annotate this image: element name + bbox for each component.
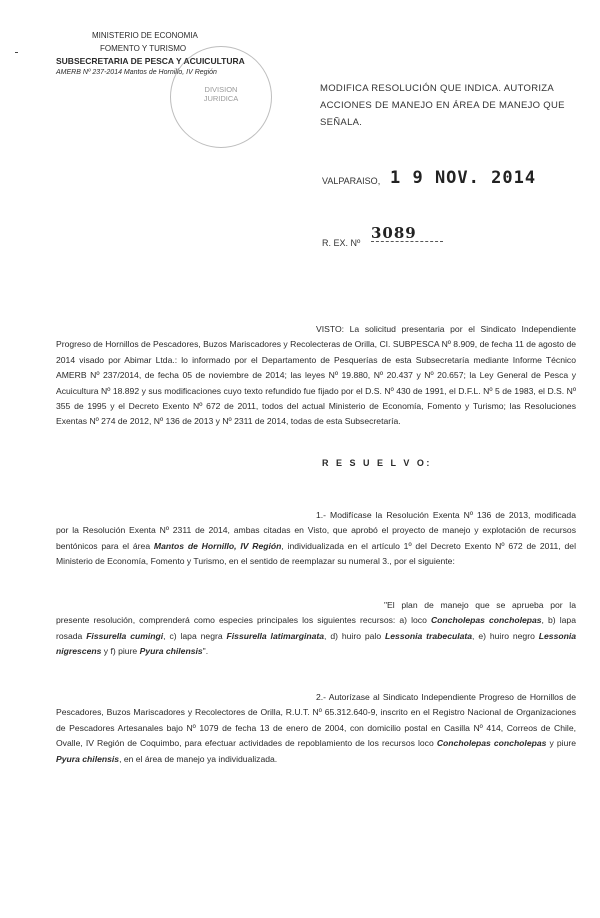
visto-paragraph: VISTO: La solicitud presentaria por el Sindicato Independiente Progreso de Hornillos de Pescadores, Buzos Mariscadores y Recolecteras de Orilla, CI. SUBPESCA Nº 8.909, de fecha 11 de agosto de 2014 visado por Abimar Ltda.: lo informado por el Departamento de Pesquerías de esta Subsecretaría mediante Informe Técnico AMERB Nº 237/2014, de fecha 05 de noviembre de 2014; las leyes Nº 19.880, Nº 20.437 y Nº 20.657; la Ley General de Pesca y Acuicultura Nº 18.892 y sus modificaciones cuyo texto refundido fue fijado por el D.S. Nº 430 de 1991, el D.F.L. Nº 5 de 1983, el D.S. Nº 355 de 1995 y el Decreto Exento Nº 672 de 2011, todos del actual Ministerio de Economía, Fomento y Turismo; las Resoluciones Exentas Nº 274 de 2012, Nº 136 de 2013 y Nº 2311 de 2014, todas de esta Subsecretaría.	[56, 324, 576, 427]
article-2-text-b: y piure	[546, 738, 576, 749]
species-3: Fissurella latimarginata	[226, 630, 325, 641]
species-5: Lessonia nigrescens	[56, 630, 577, 657]
ministry-name: MINISTERIO DE ECONOMIA	[92, 31, 198, 40]
official-seal	[170, 46, 272, 148]
date-stamp: 1 9 NOV. 2014	[390, 168, 537, 188]
article-1-text-b: , individualizada en el artículo 1º del Decreto Exento Nº 672 de 2011, del Ministerio de Economía, Fomento y Turismo, en el sentido de reemplazar su numeral 3., por el siguiente:	[56, 540, 576, 567]
quote-text-d: , d) huiro palo	[324, 630, 386, 641]
article-2-text-c: , en el área de manejo ya individualizada.	[119, 753, 278, 764]
quote-text-a: "El plan de manejo que se aprueba por la presente resolución, comprenderá como especies principales los siguientes recursos: a) loco	[56, 600, 576, 626]
resolution-number-label: R. EX. Nº	[322, 238, 361, 248]
document-reference: AMERB Nº 237-2014 Mantos de Hornillo, IV Región	[56, 69, 217, 76]
article-1-text-a: 1.- Modifícase la Resolución Exenta Nº 136 de 2013, modificada por la Resolución Exenta Nº 2311 de 2014, ambas citadas en Visto, que aprobó el proyecto de manejo y explotación de recursos bentónicos para el área	[56, 510, 576, 551]
species-6: Pyura chilensis	[139, 646, 203, 657]
quote-text-b: , b) lapa rosada	[56, 615, 576, 641]
resuelvo-heading: R E S U E L V O:	[322, 458, 432, 468]
species-4: Lessonia trabeculata	[385, 630, 473, 641]
resolution-number-underline	[371, 241, 443, 242]
date-label: VALPARAISO,	[322, 176, 381, 186]
seal-line-2: JURIDICA	[203, 94, 239, 103]
resolution-number: 3089	[371, 224, 417, 242]
quote-text-c: , c) lapa negra	[163, 630, 227, 641]
species-piure: Pyura chilensis	[56, 753, 120, 764]
species-loco: Concholepas concholepas	[436, 738, 547, 749]
article-2-paragraph	[56, 690, 576, 767]
quote-text-g: ".	[202, 646, 209, 657]
article-2-text-a: 2.- Autorízase al Sindicato Independiente Progreso de Hornillos de Pescadores, Buzos Mariscadores y Recolectores de Orilla, R.U.T. Nº 65.312.640-9, inscrito en el Registro Nacional de Organizaciones de Pescadores Artesanales bajo Nº 1079 de fecha 13 de enero de 2004, con domicilio postal en Casilla Nº 414, Correos de Chile, Ovalle, IV Región de Coquimbo, para efectuar actividades de repoblamiento de los recursos loco	[56, 692, 576, 749]
species-2: Fissurella cumingi	[86, 630, 164, 641]
article-1-paragraph	[56, 508, 576, 570]
quote-text-f: y f) piure	[101, 646, 140, 657]
ministry-subtitle: FOMENTO Y TURISMO	[100, 44, 187, 53]
margin-mark	[15, 52, 18, 53]
area-name: Mantos de Hornillo, IV Región	[153, 540, 282, 551]
quote-text-e: , e) huiro negro	[472, 630, 539, 641]
species-1: Concholepas concholepas	[430, 615, 542, 626]
quoted-numeral-3	[56, 598, 576, 660]
subsecretaria-name: SUBSECRETARIA DE PESCA Y ACUICULTURA	[56, 56, 245, 66]
resolution-title: MODIFICA RESOLUCIÓN QUE INDICA. AUTORIZA ACCIONES DE MANEJO EN ÁREA DE MANEJO QUE SEÑALA.	[320, 83, 565, 128]
seal-line-1: DIVISION	[204, 85, 238, 94]
